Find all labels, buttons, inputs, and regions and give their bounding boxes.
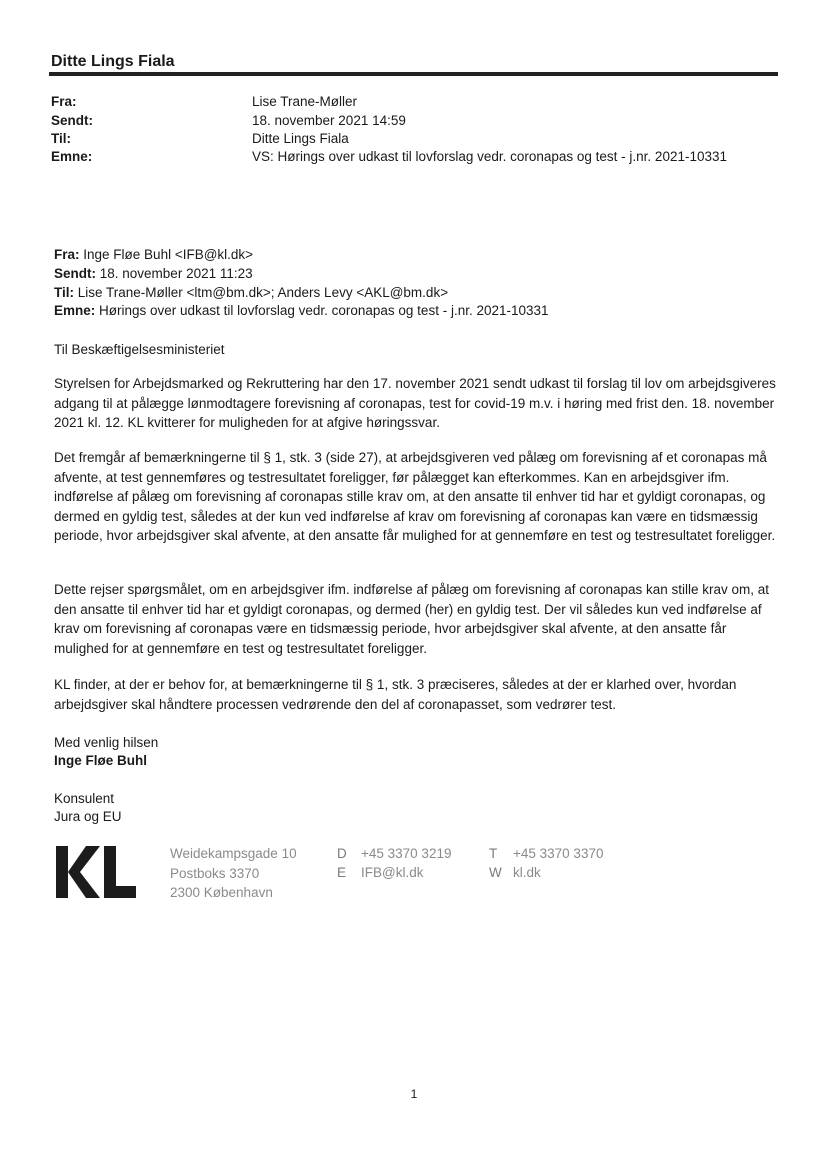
address-block bbox=[170, 844, 297, 903]
forwarded-from-label: Fra: bbox=[54, 247, 80, 262]
header-label: Fra: bbox=[51, 94, 77, 109]
forwarded-to bbox=[54, 283, 448, 302]
contact-direct bbox=[337, 844, 451, 864]
forwarded-subject bbox=[54, 301, 549, 320]
body-paragraph-1: Styrelsen for Arbejdsmarked og Rekruttering har den 17. november 2021 sendt udkast til forslag til lov om arbejdsgiveres adgang til at pålægge lønmodtagere forevisning af coronapas, test for covid-19 m.v. i høring med frist den. 18. november 2021 kl. 12. KL kvitterer for muligheden for at afgive høringssvar. bbox=[54, 376, 776, 430]
header-value: Lise Trane-Møller bbox=[252, 94, 358, 109]
forwarded-to-label: Til: bbox=[54, 285, 74, 300]
kl-logo-mark bbox=[56, 846, 138, 898]
greeting: Til Beskæftigelsesministeriet bbox=[54, 342, 225, 357]
address-line-street: Weidekampsgade 10 bbox=[170, 846, 297, 861]
header-value: Ditte Lings Fiala bbox=[252, 131, 349, 146]
kl-logo bbox=[56, 846, 138, 898]
contact-phone bbox=[489, 844, 603, 864]
body-paragraph-3: Dette rejser spørgsmålet, om en arbejdsgiver ifm. indførelse af pålæg om forevisning af coronapas kan stille krav om, at den ansatte til enhver tid har et gyldigt coronapas, og dermed (her) en gyldig test. Der vil således kun ved indførelse af krav om forevisning af coronapas være en tidsmæssig periode, hvor arbejdsgiver skal afvente, at den ansatte får mulighed for at gennemføre en test og testresultatet foreligger. bbox=[54, 582, 770, 656]
contact-key: D bbox=[337, 846, 347, 861]
main-phone: +45 3370 3370 bbox=[513, 846, 604, 861]
website-link[interactable]: kl.dk bbox=[513, 865, 541, 880]
header-rule bbox=[49, 72, 778, 76]
forwarded-from bbox=[54, 245, 253, 264]
body-paragraph-2: Det fremgår af bemærkningerne til § 1, stk. 3 (side 27), at arbejdsgiveren ved pålæg om forevisning af et coronapas må afvente, at test gennemføres og testresultatet foreligger, før pålægget kan efterkommes. Kan en arbejdsgiver ifm. indførelse af pålæg om forevisning af coronapas stille krav om, at den ansatte til enhver tid har et gyldigt coronapas, og dermed en gyldig test, således at der kun ved indførelse af krav om forevisning af coronapas kan være en tidsmæssig periode, hvor arbejdsgiver skal afvente, at den ansatte får mulighed for at gennemføre en test og testresultatet foreligger. bbox=[54, 450, 776, 543]
header-label: Emne: bbox=[51, 149, 93, 164]
contact-web bbox=[489, 863, 541, 883]
header-label: Til: bbox=[51, 131, 71, 146]
header-value: 18. november 2021 14:59 bbox=[252, 113, 406, 128]
address-line-postbox: Postboks 3370 bbox=[170, 865, 260, 881]
email-link[interactable]: IFB@kl.dk bbox=[361, 865, 424, 880]
address-line-city: 2300 København bbox=[170, 885, 273, 900]
forwarded-subject-label: Emne: bbox=[54, 303, 96, 318]
contact-key: W bbox=[489, 865, 502, 880]
forwarded-sent-label: Sendt: bbox=[54, 266, 96, 281]
closing: Med venlig hilsen bbox=[54, 735, 159, 750]
forwarded-subject-value: Hørings over udkast til lovforslag vedr. coronapas og test - j.nr. 2021-10331 bbox=[99, 303, 549, 318]
signer-name: Inge Fløe Buhl bbox=[54, 753, 147, 768]
body-paragraph-4: KL finder, at der er behov for, at bemærkningerne til § 1, stk. 3 præciseres, således at der er klarhed over, hvordan arbejdsgiver skal håndtere processen vedrørende den del af coronapasset, som vedrører test. bbox=[54, 677, 737, 712]
forwarded-from-value: Inge Fløe Buhl <IFB@kl.dk> bbox=[83, 247, 254, 262]
forwarded-sent bbox=[54, 264, 253, 283]
signer-department: Jura og EU bbox=[54, 809, 122, 824]
header-label: Sendt: bbox=[51, 113, 93, 128]
contact-email bbox=[337, 863, 423, 883]
contact-key: T bbox=[489, 846, 498, 861]
page-number: 1 bbox=[410, 1087, 418, 1101]
contact-key: E bbox=[337, 865, 347, 880]
signer-title: Konsulent bbox=[54, 791, 115, 806]
forwarded-sent-value: 18. november 2021 11:23 bbox=[99, 266, 253, 281]
forwarded-to-value: Lise Trane-Møller <ltm@bm.dk>; Anders Levy <AKL@bm.dk> bbox=[77, 285, 449, 300]
direct-phone: +45 3370 3219 bbox=[361, 846, 452, 861]
document-owner-name: Ditte Lings Fiala bbox=[51, 53, 175, 70]
header-value: VS: Hørings over udkast til lovforslag vedr. coronapas og test - j.nr. 2021-10331 bbox=[252, 149, 727, 164]
